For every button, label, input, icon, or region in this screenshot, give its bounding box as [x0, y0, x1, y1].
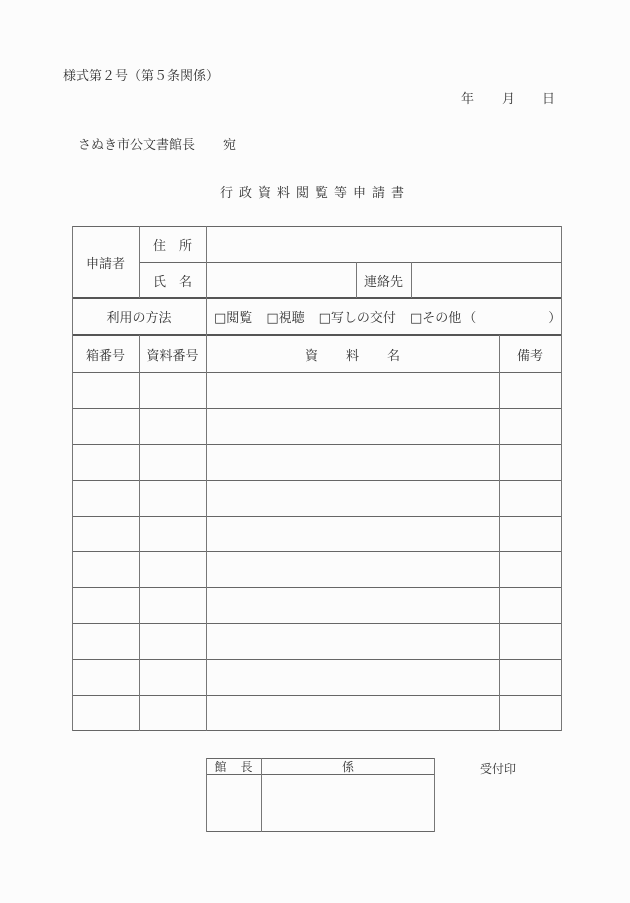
staff-stamp-area[interactable] — [262, 775, 434, 831]
material-name-cell[interactable] — [207, 445, 499, 480]
box-number-cell[interactable] — [73, 696, 139, 731]
remarks-cell[interactable] — [500, 373, 561, 408]
material-name-cell[interactable] — [207, 409, 499, 444]
usage-option-copy[interactable]: □写しの交付 — [318, 311, 396, 326]
box-number-cell[interactable] — [73, 445, 139, 480]
material-number-cell[interactable] — [140, 588, 206, 623]
date-day-label: 日 — [542, 92, 556, 107]
addressee — [78, 134, 236, 153]
director-stamp-area[interactable] — [207, 775, 261, 831]
checkbox-icon[interactable]: □ — [409, 311, 423, 326]
material-name-cell[interactable] — [207, 660, 499, 695]
name-label: 氏名 — [152, 274, 205, 290]
director-label: 館長 — [214, 759, 267, 774]
remarks-cell[interactable] — [500, 552, 561, 587]
material-name-cell[interactable] — [207, 373, 499, 408]
material-number-cell[interactable] — [140, 409, 206, 444]
material-number-cell[interactable] — [140, 517, 206, 551]
material-number-cell[interactable] — [140, 552, 206, 587]
box-number-cell[interactable] — [73, 373, 139, 408]
material-name-cell[interactable] — [207, 696, 499, 731]
material-number-cell[interactable] — [140, 445, 206, 480]
col-header-material-name: 資料名 — [304, 348, 428, 364]
form-number: 様式第２号（第５条関係） — [63, 69, 220, 84]
remarks-cell[interactable] — [500, 588, 561, 623]
remarks-cell[interactable] — [500, 481, 561, 516]
usage-method-label: 利用の方法 — [106, 311, 172, 326]
material-number-cell[interactable] — [140, 624, 206, 659]
material-number-cell[interactable] — [140, 373, 206, 408]
material-name-cell[interactable] — [207, 517, 499, 551]
usage-options — [207, 299, 561, 334]
material-number-cell[interactable] — [140, 696, 206, 731]
staff-label: 係 — [341, 759, 354, 774]
box-number-cell[interactable] — [73, 409, 139, 444]
material-name-cell[interactable] — [207, 552, 499, 587]
document-title: 行政資料閲覧等申請書 — [219, 186, 410, 201]
addressee-suffix: 宛 — [223, 138, 237, 153]
remarks-cell[interactable] — [500, 696, 561, 731]
box-number-cell[interactable] — [73, 481, 139, 516]
col-header-remarks: 備考 — [516, 348, 543, 364]
name-field[interactable] — [207, 263, 356, 298]
stamp-border-bottom — [206, 831, 435, 832]
checkbox-icon[interactable]: □ — [318, 311, 331, 326]
material-number-cell[interactable] — [140, 481, 206, 516]
table-border-right — [561, 226, 562, 731]
material-name-cell[interactable] — [207, 588, 499, 623]
box-number-cell[interactable] — [73, 517, 139, 551]
box-number-cell[interactable] — [73, 624, 139, 659]
date-month-label: 月 — [502, 92, 516, 107]
box-number-cell[interactable] — [73, 588, 139, 623]
address-label: 住所 — [152, 238, 205, 254]
contact-label: 連絡先 — [363, 274, 403, 290]
checkbox-icon[interactable]: □ — [214, 311, 227, 326]
usage-option-other[interactable]: □その他 （ ） — [409, 311, 562, 326]
receipt-stamp-label: 受付印 — [480, 762, 517, 776]
col-header-material-number: 資料番号 — [146, 348, 199, 364]
date-year-label: 年 — [461, 92, 475, 107]
col-header-box-number: 箱番号 — [85, 348, 125, 364]
checkbox-icon[interactable]: □ — [266, 311, 279, 326]
remarks-cell[interactable] — [500, 517, 561, 551]
applicant-label: 申請者 — [85, 256, 125, 272]
address-field[interactable] — [207, 227, 561, 262]
contact-field[interactable] — [412, 263, 561, 298]
remarks-cell[interactable] — [500, 660, 561, 695]
material-name-cell[interactable] — [207, 624, 499, 659]
box-number-cell[interactable] — [73, 660, 139, 695]
material-number-cell[interactable] — [140, 660, 206, 695]
material-name-cell[interactable] — [207, 481, 499, 516]
usage-option-audiovisual[interactable]: □視聴 — [266, 311, 305, 326]
usage-option-view[interactable]: □閲覧 — [214, 311, 253, 326]
box-number-cell[interactable] — [73, 552, 139, 587]
addressee-name: さぬき市公文書館長 — [78, 138, 196, 153]
remarks-cell[interactable] — [500, 445, 561, 480]
remarks-cell[interactable] — [500, 409, 561, 444]
remarks-cell[interactable] — [500, 624, 561, 659]
